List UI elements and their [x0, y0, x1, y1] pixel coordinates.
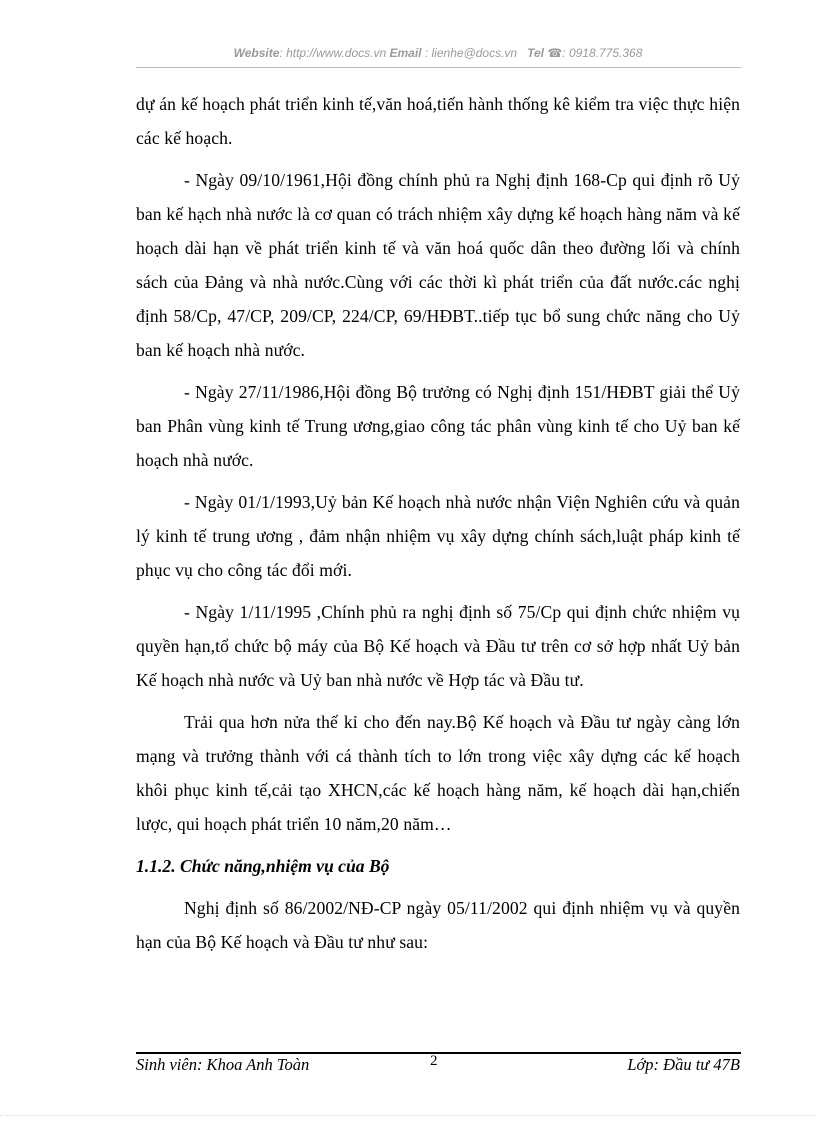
paragraph-5: - Ngày 1/11/1995 ,Chính phủ ra nghị định số 75/Cp qui định chức nhiệm vụ quyền hạn,tổ chức bộ máy của Bộ Kế hoạch và Đầu tư trên cơ sở hợp nhất Uỷ bản Kế hoạch nhà nước và Uỷ ban nhà nước về Hợp tác và Đầu tư.: [136, 602, 740, 690]
paragraph-3: - Ngày 27/11/1986,Hội đồng Bộ trưởng có Nghị định 151/HĐBT giải thể Uỷ ban Phân vùng kinh tế Trung ương,giao công tác phân vùng kinh tế cho Uỷ ban kế hoạch nhà nước.: [136, 382, 740, 470]
footer-student: Sinh viên: Khoa Anh Toàn: [136, 1055, 310, 1074]
paragraph-4: - Ngày 01/1/1993,Uỷ bản Kế hoạch nhà nước nhận Viện Nghiên cứu và quản lý kinh tế trung ương , đảm nhận nhiệm vụ xây dựng chính sách,luật pháp kinh tế phục vụ cho công tác đổi mới.: [136, 492, 740, 580]
section-heading: 1.1.2. Chức năng,nhiệm vụ của Bộ: [136, 856, 390, 876]
paragraph-7: Nghị định số 86/2002/NĐ-CP ngày 05/11/2002 qui định nhiệm vụ và quyền hạn của Bộ Kế hoạch và Đầu tư như sau:: [136, 898, 740, 952]
footer-divider: [136, 1052, 741, 1054]
tel-label: Tel: [527, 46, 544, 60]
paragraph-2: - Ngày 09/10/1961,Hội đồng chính phủ ra Nghị định 168-Cp qui định rõ Uỷ ban kế hạch nhà nước là cơ quan có trách nhiệm xây dựng kế hoạch hàng năm và kế hoạch dài hạn về phát triển kinh tế và văn hoá quốc dân theo đường lối và chính sách của Đảng và nhà nước.Cùng với các thời kì phát triển của đất nước.các nghị định 58/Cp, 47/CP, 209/CP, 224/CP, 69/HĐBT..tiếp tục bổ sung chức năng cho Uỷ ban kế hoạch nhà nước.: [136, 170, 740, 360]
website-value: : http://www.docs.vn: [279, 46, 387, 60]
document-body: [136, 87, 740, 967]
website-label: Website: [233, 46, 280, 60]
email-label: Email: [389, 46, 422, 60]
paragraph-6: Trải qua hơn nửa thế kỉ cho đến nay.Bộ Kế hoạch và Đầu tư ngày càng lớn mạng và trưởng thành với cá thành tích to lớn trong việc xây dựng các kế hoạch khôi phục kinh tế,cải tạo XHCN,các kế hoạch hàng năm, kế hoạch dài hạn,chiến lược, qui hoạch phát triển 10 năm,20 năm…: [136, 712, 740, 834]
tel-value: ☎: 0918.775.368: [547, 46, 643, 60]
page-bottom-edge: [0, 1115, 816, 1116]
footer-class: Lớp: Đầu tư 47B: [627, 1055, 740, 1074]
page-number: 2: [430, 1053, 438, 1069]
page-header: [136, 46, 740, 60]
email-value: : lienhe@docs.vn: [424, 46, 518, 60]
header-divider: [136, 67, 741, 68]
paragraph-1: dự án kế hoạch phát triển kinh tế,văn hoá,tiến hành thống kê kiểm tra việc thực hiện các kế hoạch.: [136, 94, 740, 148]
